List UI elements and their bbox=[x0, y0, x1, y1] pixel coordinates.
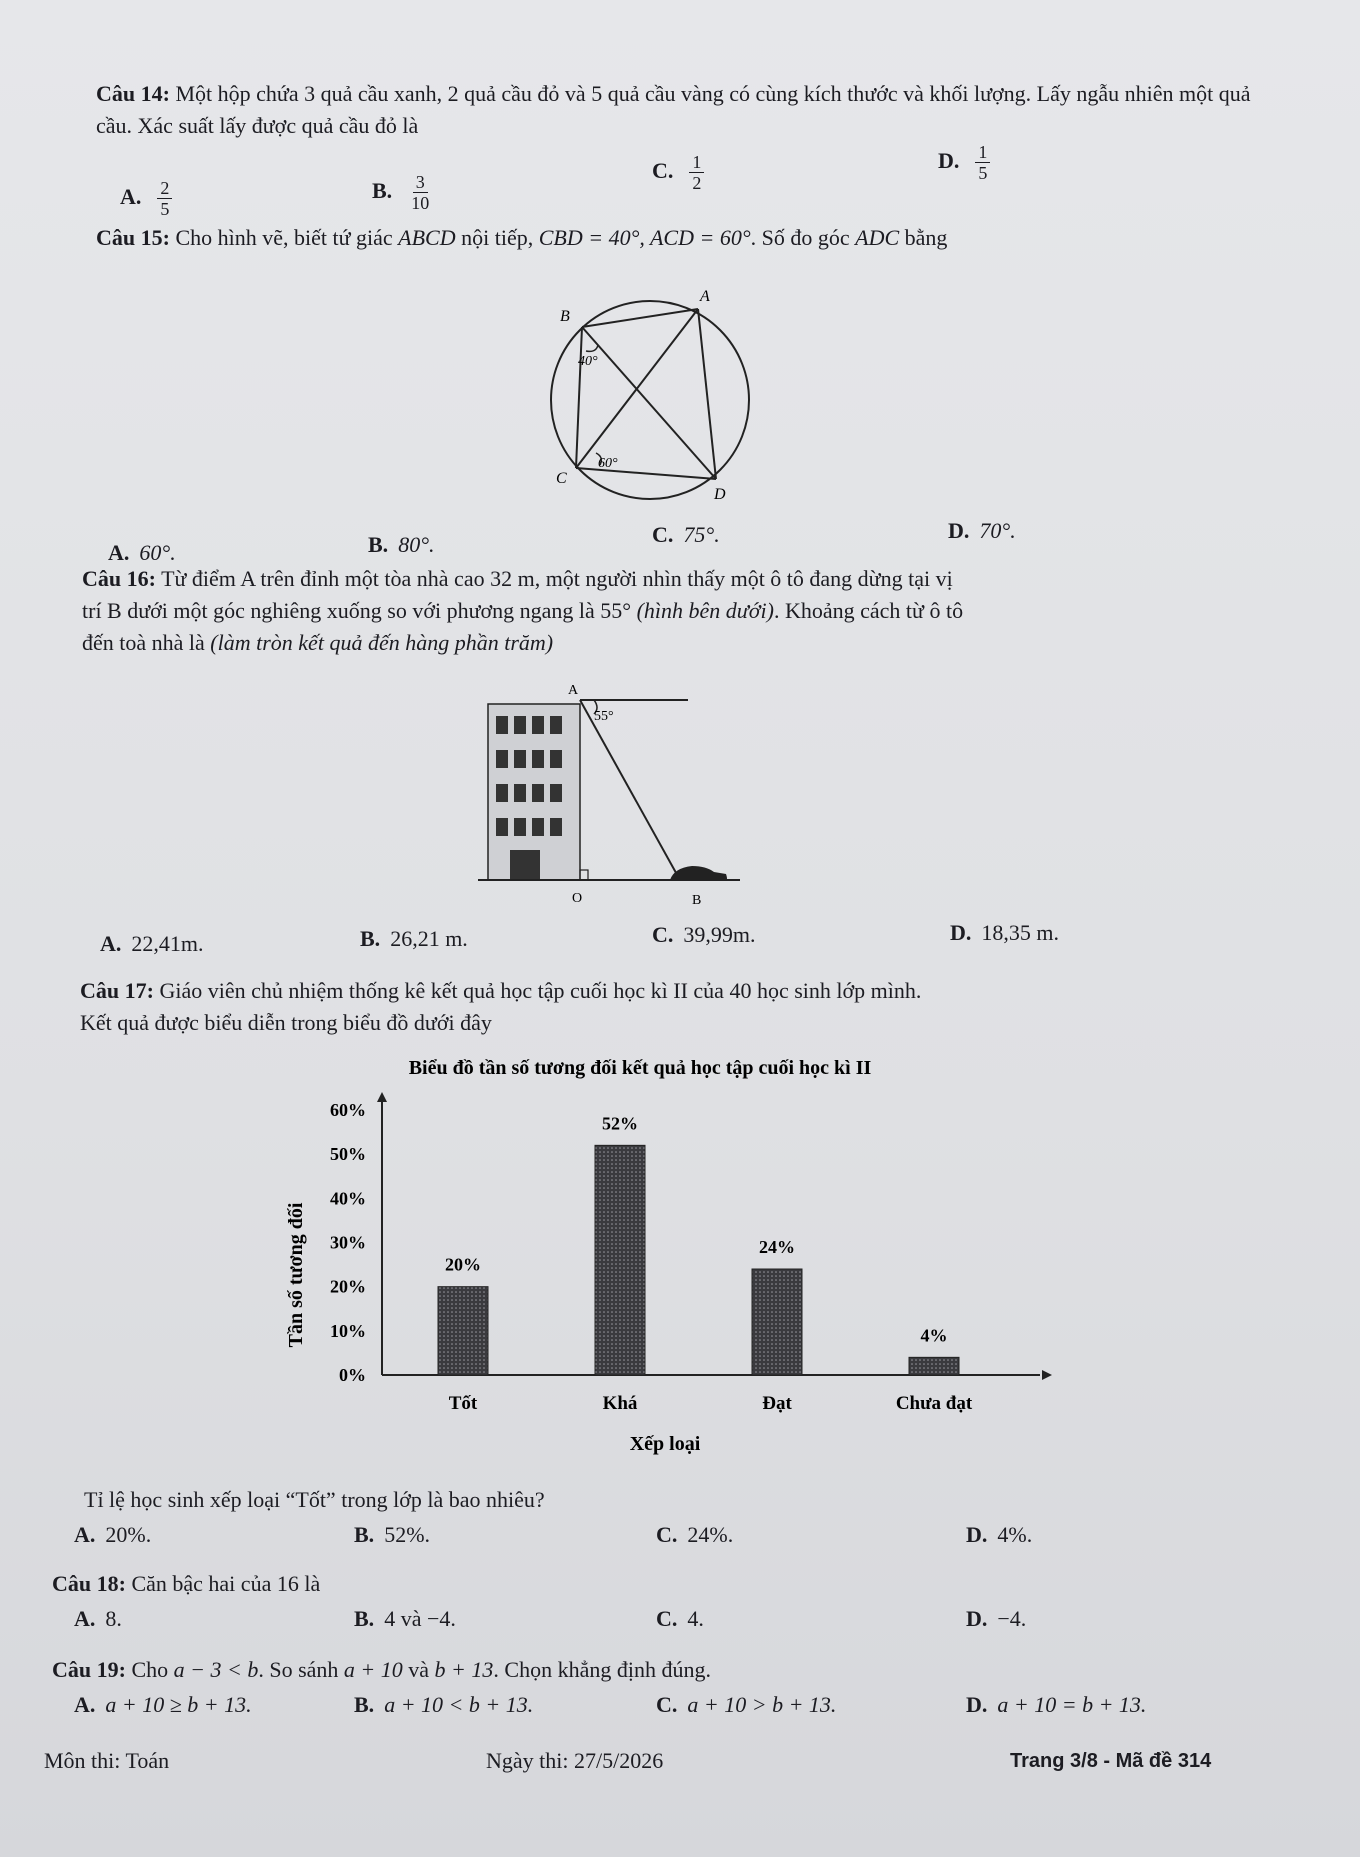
chart-title: Biểu đồ tần số tương đối kết quả học tập cuối học kì II bbox=[408, 1057, 872, 1079]
q15-option-d[interactable]: D. 70°. bbox=[948, 518, 1016, 543]
chart-ytick-label: 20% bbox=[330, 1276, 366, 1297]
q16-angle-55: 55° bbox=[594, 709, 614, 724]
q16-option-a[interactable]: A. 22,41m. bbox=[100, 931, 204, 956]
chart-ytick-label: 10% bbox=[330, 1320, 366, 1341]
q18-stem: Câu 18: Căn bậc hai của 16 là bbox=[52, 1571, 321, 1596]
chart-data-label: 24% bbox=[759, 1237, 795, 1257]
footer-date: Ngày thi: 27/5/2026 bbox=[486, 1748, 664, 1773]
chart-category-label: Tốt bbox=[448, 1393, 478, 1414]
q14-option-d[interactable]: D. $\frac{1}{5}$ bbox=[938, 142, 990, 183]
q16-label: Câu 16: bbox=[82, 566, 156, 591]
q15-label-d: D bbox=[714, 486, 726, 503]
q19-stem: Câu 19: Cho a − 3 < b. So sánh a + 10 và b + 13. Chọn khẳng định đúng. bbox=[52, 1657, 711, 1682]
chart-bars bbox=[438, 1145, 959, 1375]
chart-ytick-label: 50% bbox=[330, 1144, 366, 1165]
chart-ytick-label: 30% bbox=[330, 1232, 366, 1253]
q16-label-a: A bbox=[568, 683, 579, 698]
q16-label-o: O bbox=[572, 891, 583, 906]
q14-text: Một hộp chứa 3 quả cầu xanh, 2 quả cầu đỏ và 5 quả cầu vàng có cùng kích thước và khối lượng. Lấy ngẫu nhiên một quả cầu. Xác suất lấy được quả cầu đỏ là bbox=[96, 81, 1251, 138]
q14-label: Câu 14: bbox=[96, 81, 170, 106]
chart-ytick-label: 0% bbox=[339, 1365, 366, 1385]
q15-label-c: C bbox=[556, 470, 567, 487]
chart-ytick-label: 40% bbox=[330, 1188, 366, 1209]
q15-angle-40: 40° bbox=[578, 354, 598, 369]
q15-option-a[interactable]: A. 60°. bbox=[108, 540, 176, 565]
q18-option-b[interactable]: B. 4 và −4. bbox=[354, 1606, 456, 1631]
q17-option-c[interactable]: C. 24%. bbox=[656, 1522, 734, 1547]
q15-circle-figure bbox=[530, 285, 770, 515]
chart-bar bbox=[438, 1287, 488, 1375]
q19-option-c[interactable]: C. a + 10 > b + 13. bbox=[656, 1692, 837, 1717]
q15-label-b: B bbox=[560, 308, 570, 325]
q18-option-a[interactable]: A. 8. bbox=[74, 1606, 122, 1631]
footer-page: Trang 3/8 - Mã đề 314 bbox=[1010, 1750, 1212, 1772]
q18-option-d[interactable]: D. −4. bbox=[966, 1606, 1027, 1631]
q14-option-b[interactable]: B. $\frac{3}{10}$ bbox=[372, 172, 430, 213]
q19-option-b[interactable]: B. a + 10 < b + 13. bbox=[354, 1692, 534, 1717]
q17-bar-chart bbox=[270, 1050, 1060, 1470]
chart-yticks bbox=[330, 1100, 366, 1385]
q18-option-c[interactable]: C. 4. bbox=[656, 1606, 704, 1631]
q14-stem bbox=[96, 78, 1256, 142]
chart-xlabel: Xếp loại bbox=[629, 1433, 701, 1455]
chart-bar bbox=[909, 1357, 959, 1375]
q14-option-a[interactable]: A. $\frac{2}{5}$ bbox=[120, 178, 172, 219]
chart-category-labels bbox=[449, 1393, 973, 1414]
q17-option-a[interactable]: A. 20%. bbox=[74, 1522, 152, 1547]
chart-bar bbox=[752, 1269, 802, 1375]
q19-label: Câu 19: bbox=[52, 1657, 126, 1682]
q15-stem: Câu 15: Cho hình vẽ, biết tứ giác ABCD nội tiếp, CBD = 40°, ACD = 60°. Số đo góc ADC bằng bbox=[96, 225, 948, 250]
q15-option-b[interactable]: B. 80°. bbox=[368, 532, 435, 557]
q16-option-c[interactable]: C. 39,99m. bbox=[652, 922, 756, 947]
q15-angle-60: 60° bbox=[598, 456, 618, 471]
chart-ylabel: Tần số tương đối bbox=[285, 1202, 307, 1348]
q19-option-d[interactable]: D. a + 10 = b + 13. bbox=[966, 1692, 1147, 1717]
chart-category-label: Khá bbox=[602, 1393, 638, 1414]
q17-label: Câu 17: bbox=[80, 978, 154, 1003]
q16-label-b: B bbox=[692, 893, 702, 908]
q17-option-b[interactable]: B. 52%. bbox=[354, 1522, 431, 1547]
q17-option-d[interactable]: D. 4%. bbox=[966, 1522, 1033, 1547]
q16-building-figure bbox=[470, 680, 760, 920]
q16-option-d[interactable]: D. 18,35 m. bbox=[950, 920, 1060, 945]
q17-stem: Câu 17: Giáo viên chủ nhiệm thống kê kết quả học tập cuối học kì II của 40 học sinh lớp mình. Kết quả được biểu diễn trong biểu đồ dưới đây bbox=[80, 978, 922, 1035]
chart-y-arrow bbox=[377, 1092, 387, 1102]
q15-label: Câu 15: bbox=[96, 225, 170, 250]
q14-option-c[interactable]: C. $\frac{1}{2}$ bbox=[652, 152, 704, 193]
chart-x-arrow bbox=[1042, 1370, 1052, 1380]
chart-data-labels bbox=[445, 1113, 948, 1345]
chart-data-label: 20% bbox=[445, 1254, 481, 1275]
q15-label-a: A bbox=[700, 288, 710, 305]
q16-option-b[interactable]: B. 26,21 m. bbox=[360, 926, 468, 951]
q17-question: Tỉ lệ học sinh xếp loại “Tốt” trong lớp là bao nhiêu? bbox=[84, 1487, 545, 1512]
q15-option-c[interactable]: C. 75°. bbox=[652, 522, 720, 547]
chart-data-label: 4% bbox=[920, 1325, 948, 1346]
chart-category-label: Đạt bbox=[762, 1393, 792, 1414]
chart-bar bbox=[595, 1145, 645, 1375]
q16-stem: Câu 16: Từ điểm A trên đỉnh một tòa nhà cao 32 m, một người nhìn thấy một ô tô đang dừng tại vị trí B dưới một góc nghiêng xuống so với phương ngang là 55° (hình bên dưới). Khoảng cách từ ô tô đến toà nhà là (làm tròn kết quả đến hàng phần trăm) bbox=[82, 566, 964, 655]
footer-subject: Môn thi: Toán bbox=[44, 1748, 170, 1773]
q19-option-a[interactable]: A. a + 10 ≥ b + 13. bbox=[74, 1692, 252, 1717]
chart-data-label: 52% bbox=[602, 1113, 638, 1134]
chart-category-label: Chưa đạt bbox=[895, 1393, 973, 1414]
chart-ytick-label: 60% bbox=[330, 1100, 366, 1120]
q18-label: Câu 18: bbox=[52, 1571, 126, 1596]
